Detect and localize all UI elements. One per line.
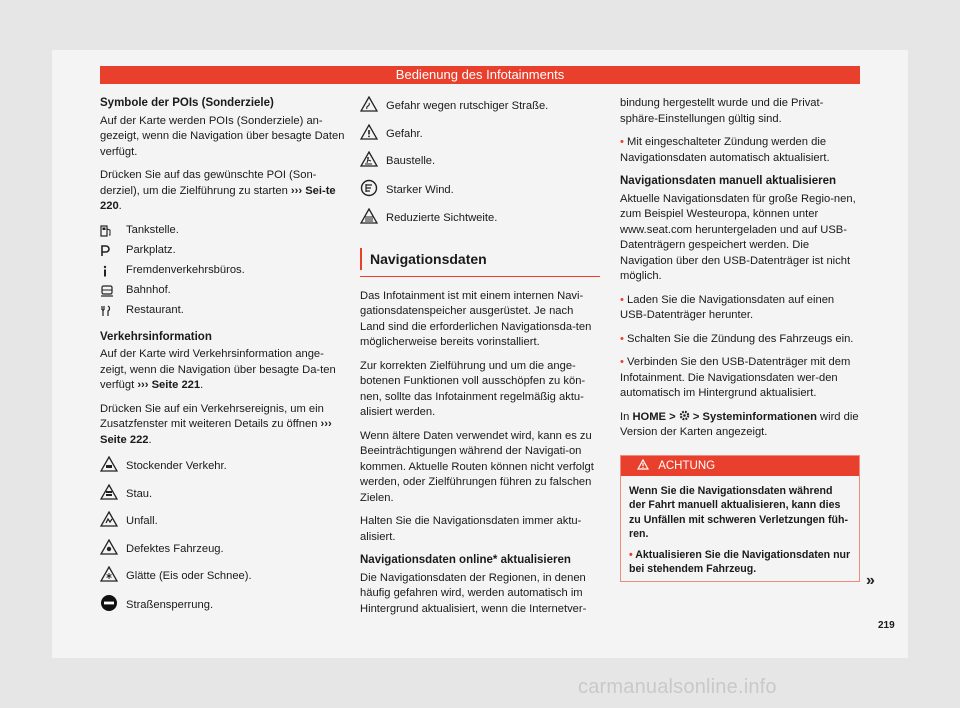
restaurant-icon xyxy=(100,305,120,317)
column-3 xyxy=(620,96,860,582)
list-item: Straßensperrung. xyxy=(100,594,350,618)
page-header: Bedienung des Infotainments xyxy=(100,66,860,84)
paragraph: Die Navigationsdaten der Regionen, in denen häufig gefahren wird, werden automatisch im Hintergrund aktualisiert, wenn die Internetver- xyxy=(360,571,587,615)
page-link[interactable]: ››› Sei-te 220 xyxy=(100,184,336,212)
list-item: Gefahr wegen rutschiger Straße. xyxy=(360,96,600,118)
paragraph: Drücken Sie auf das gewünschte POI (Son-derziel), um die Zielführung zu starten ››› Sei-te 220. xyxy=(100,169,336,212)
list-item: Glätte (Eis oder Schnee). xyxy=(100,566,350,588)
list-item: Reduzierte Sichtweite. xyxy=(360,208,600,230)
fuel-icon xyxy=(100,225,120,237)
list-item: Restaurant. xyxy=(100,303,350,320)
bullet-icon: • xyxy=(620,356,628,368)
bullet-icon: • xyxy=(620,136,628,148)
warning-title: ACHTUNG xyxy=(658,459,716,472)
paragraph: Wenn ältere Daten verwendet wird, kann es zu Beeinträchtigungen während der Navigati-on kommen. Aktuelle Routen können nicht verfolgt werden, oder Zielführungen führen zu falschen Zielen. xyxy=(360,429,594,504)
breakdown-icon xyxy=(100,539,122,561)
slippery-road-icon xyxy=(360,96,382,118)
list-item: Stockender Verkehr. xyxy=(100,456,350,478)
road-closed-icon xyxy=(100,594,122,618)
list-item: Gefahr. xyxy=(360,124,600,146)
bullet-item: • Schalten Sie die Zündung des Fahrzeugs ein. xyxy=(620,332,854,345)
list-item: Defektes Fahrzeug. xyxy=(100,539,350,561)
section-heading-traffic: Verkehrsinformation xyxy=(100,330,212,343)
paragraph: Auf der Karte wird Verkehrsinformation ange-zeigt, wenn die Navigation über besagte Da-ten verfügt ››› Seite 221. xyxy=(100,348,336,391)
section-heading-manual: Navigationsdaten manuell aktualisieren xyxy=(620,175,837,187)
slow-traffic-icon xyxy=(100,456,122,478)
list-item: Stau. xyxy=(100,484,350,506)
parking-icon xyxy=(100,245,120,257)
list-item: Tankstelle. xyxy=(100,223,350,240)
ice-icon xyxy=(100,566,122,588)
paragraph: bindung hergestellt wurde und die Privat-sphäre-Einstellungen gültig sind. xyxy=(620,97,824,125)
bullet-item: • Verbinden Sie den USB-Datenträger mit dem Infotainment. Die Navigationsdaten wer-den automatisch im Hintergrund aktualisiert. xyxy=(620,356,851,399)
traffic-jam-icon xyxy=(100,484,122,506)
list-item: Unfall. xyxy=(100,511,350,533)
list-item: Starker Wind. xyxy=(360,179,600,203)
list-item: Parkplatz. xyxy=(100,243,350,260)
warning-header xyxy=(621,456,859,476)
section-heading-pois: Symbole der POIs (Sonderziele) xyxy=(100,97,274,109)
paragraph: Halten Sie die Navigationsdaten immer aktu-alisiert. xyxy=(360,515,582,543)
low-visibility-icon xyxy=(360,208,382,230)
page-number: 219 xyxy=(878,620,895,631)
warning-body: Wenn Sie die Navigationsdaten während der Fahrt manuell aktualisieren, kann dies zu Unfällen mit schweren Verletzungen füh-ren. • Aktualisieren Sie die Navigationsdaten nur bei stehendem Fahrzeug. xyxy=(629,484,851,576)
warning-box xyxy=(620,455,860,583)
paragraph: Drücken Sie auf ein Verkehrsereignis, um ein Zusatzfenster mit weiteren Details zu öffnen ››› Seite 222. xyxy=(100,402,332,446)
accident-icon xyxy=(100,511,122,533)
wind-icon xyxy=(360,179,382,203)
bullet-icon: • xyxy=(620,293,628,306)
continue-marker: » xyxy=(866,572,875,589)
paragraph: In HOME > > Systeminformationen wird die Version der Karten angezeigt. xyxy=(620,410,859,438)
warning-icon xyxy=(637,460,649,472)
roadworks-icon xyxy=(360,151,382,173)
bullet-item: • Mit eingeschalteter Zündung werden die Navigationsdaten automatisch aktualisiert. xyxy=(620,136,830,164)
bullet-icon: • xyxy=(620,332,628,345)
bullet-icon: • xyxy=(629,548,636,561)
paragraph: Zur korrekten Zielführung und um die ange-botenen Funktionen voll ausschöpfen zu kön-nen, sollte das Infotainment regelmäßig aktu-alisiert werden. xyxy=(360,359,586,418)
column-1 xyxy=(100,96,350,623)
paragraph: Aktuelle Navigationsdaten für große Regio-nen, zum Beispiel Westeuropa, können unter www.seat.com heruntergeladen und auf USB-Datenträgern gespeichert werden. Die Navigation über den USB-Datenträger ist nicht möglich. xyxy=(620,192,856,282)
list-item: Bahnhof. xyxy=(100,283,350,300)
section-divider xyxy=(360,248,600,277)
page-link[interactable]: ››› Seite 221 xyxy=(137,379,201,391)
section-heading-online: Navigationsdaten online* aktualisieren xyxy=(360,554,571,566)
section-heading-navigationsdaten: Navigationsdaten xyxy=(360,248,600,270)
danger-icon xyxy=(360,124,382,146)
bullet-item: • Laden Sie die Navigationsdaten auf einen USB-Datenträger herunter. xyxy=(620,293,835,321)
paragraph: Das Infotainment ist mit einem internen Navi-gationsdatenspeicher ausgerüstet. Je nach Land sind die erforderlichen Navigationsda-ten möglicherweise bereits vorinstalliert. xyxy=(360,289,592,348)
paragraph: Auf der Karte werden POIs (Sonderziele) an-gezeigt, wenn die Navigation über besagte Daten verfügt. xyxy=(100,114,345,158)
list-item: Baustelle. xyxy=(360,151,600,173)
gear-icon xyxy=(679,411,690,423)
page-link[interactable]: ››› Seite 222 xyxy=(100,418,332,446)
info-icon xyxy=(100,265,120,277)
watermark: carmanualsonline.info xyxy=(578,676,777,698)
column-2 xyxy=(360,96,600,625)
train-icon xyxy=(100,285,120,297)
list-item: Fremdenverkehrsbüros. xyxy=(100,263,350,280)
